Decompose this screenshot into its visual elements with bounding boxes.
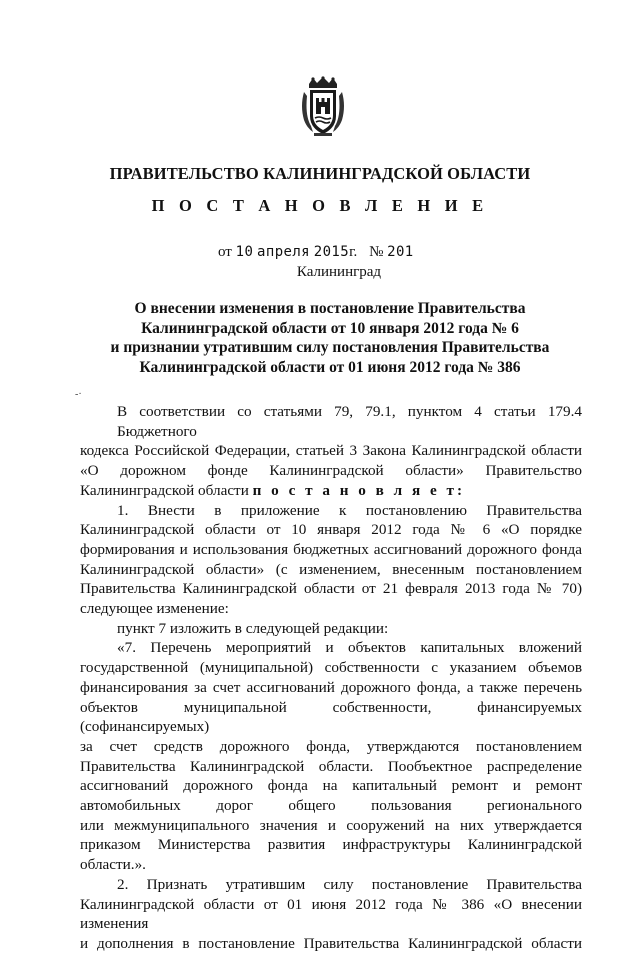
margin-mark: -·	[75, 389, 82, 400]
body-line: В соответствии со статьями 79, 79.1, пунктом 4 статьи 179.4 Бюджетного	[117, 403, 582, 440]
body-line: «О дорожном фонде Калининградской области» Правительство	[80, 462, 582, 480]
document-heading	[100, 299, 560, 377]
heading-line: и признании утратившим силу постановления Правительства	[110, 339, 550, 356]
body-line: ассигнований дорожного фонда на капитальный ремонт и ремонт	[80, 777, 582, 795]
document-date-line	[218, 244, 414, 261]
body-line: кодекса Российской Федерации, статьей 3 Закона Калининградской области	[80, 442, 582, 460]
city: Калининград	[296, 264, 382, 280]
body-line: за счет средств дорожного фонда, утверждаются постановлением	[80, 737, 582, 755]
body-line: пункт 7 изложить в следующей редакции:	[117, 619, 389, 637]
body-text-fragment: Калининградской области	[80, 481, 253, 499]
body-line: следующее изменение:	[80, 600, 229, 618]
body-line: 2. Признать утратившим силу постановление Правительства	[117, 875, 582, 893]
body-line: и дополнения в постановление Правительства Калининградской области	[80, 934, 582, 952]
body-line: «7. Перечень мероприятий и объектов капитальных вложений	[117, 639, 582, 657]
document-body	[80, 402, 582, 954]
body-line: или межмуниципального значения и сооружений на них утверждается	[80, 816, 582, 834]
body-line: приказом Министерства развития инфраструктуры Калининградской	[80, 836, 582, 854]
body-line: Калининградской области от 10 января 2012 года № 6 «О порядке	[80, 521, 582, 539]
body-line: государственной (муниципальной) собственности с указанием объемов	[80, 659, 582, 677]
body-line	[80, 481, 582, 501]
body-line: Правительства Калининградской области от 21 февраля 2013 года № 70)	[80, 580, 582, 598]
government-title: ПРАВИТЕЛЬСТВО КАЛИНИНГРАДСКОЙ ОБЛАСТИ	[109, 164, 531, 183]
body-line: Правительства Калининградской области. Пообъектное распределение	[80, 757, 582, 775]
body-line: финансирования за счет ассигнований дорожного фонда, а также перечень	[80, 678, 582, 696]
date-year: 2015	[313, 244, 350, 260]
body-line: 1. Внести в приложение к постановлению Правительства	[117, 501, 582, 519]
heading-line: Калининградской области от 10 января 2012 года № 6	[141, 319, 519, 337]
resolves-word: п о с т а н о в л я е т:	[252, 481, 466, 499]
body-line: автомобильных дорог общего пользования регионального	[80, 797, 582, 815]
body-line: формирования и использования бюджетных ассигнований дорожного фонда	[80, 540, 582, 558]
date-year-suffix: г.	[349, 244, 358, 260]
date-prefix: от	[218, 244, 232, 260]
body-line: области.».	[80, 856, 146, 874]
body-line: Калининградской области» (с изменением, внесенным постановлением	[80, 560, 582, 578]
body-line: объектов муниципальной собственности, финансируемых (софинансируемых)	[80, 698, 582, 736]
heading-line: О внесении изменения в постановление Правительства	[134, 300, 526, 317]
coat-of-arms-icon	[299, 76, 347, 138]
heading-line: Калининградской области от 01 июня 2012 года № 386	[139, 358, 521, 376]
body-line: Калининградской области от 01 июня 2012 года № 386 «О внесении изменения	[80, 895, 582, 933]
document-number: 201	[387, 244, 414, 260]
date-day: 10	[235, 244, 254, 260]
document-type: П О С Т А Н О В Л Е Н И Е	[151, 196, 489, 215]
date-month: апреля	[257, 244, 311, 260]
number-sign: №	[369, 244, 384, 260]
